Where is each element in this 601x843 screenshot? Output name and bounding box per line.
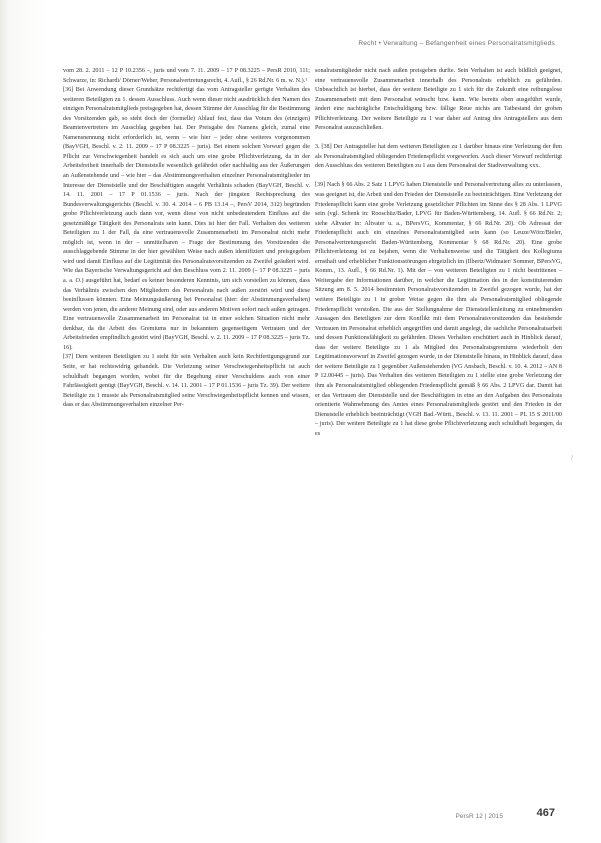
- paragraph-38: 3. [38] Der Antragsteller hat dem weiteren Beteiligten zu 1 darüber hinaus eine Verletzung der ihm als Personalratsmitglied obliegenden Friedenspflicht vorgeworfen. Auch dieser Vorwurf rechtfertigt den Ausschluss des weiteren Beteiligten zu 1 aus dem Personalrat der Stadtverwaltung xxx.: [315, 144, 562, 170]
- section-gap: [315, 172, 562, 182]
- paragraph-continuation: sonalratsmitglieder nicht nach außen preisgeben durfte. Sein Verhalten ist auch bildlich geeignet, eine vertrauensvolle Zusammenarbeit innerhalb des Personalrats erheblich zu gefährden. Unbeachtlich ist hierbei, dass der weitere Beteiligte zu 1 sich für die Zukunft eine reibungslose Zusammenarbeit mit dem Personalrat wünscht bzw. kann. Wie bereits oben ausgeführt wurde, ändert eine nachträgliche Entschuldigung bzw. fällige Reue nichts am Tatbestand der groben Pflichtverletzung. Der weitere Beteiligte zu 1 war daher auf Antrag des Antragstellers aus dem Personalrat auszuschließen.: [315, 68, 562, 132]
- margin-mark: /: [571, 454, 573, 462]
- section-gap: [315, 134, 562, 144]
- paragraph-36: [36] Bei Anwendung dieser Grundsätze rechtfertigt das vom Antragsteller gerügte Verhalten des weiteren Beteiligten zu 1. dessen Ausschluss. Auch wenn dieser nicht ausdrücklich den Namen des einzigen Personalratsmitglieds preisgegeben hat, dessen Stimme der Ausschlag für die Bestimmung des Vorsitzenden gab, so steht doch der (formelle) Ablauf fest, dass das Votum des (einzigen) Beamtenvertreters im Ausschlag gegeben hat. Der Preisgabe des Namens gleich, zumal eine Namensnennung nicht erforderlich ist, wenn – wie hier – jeder ohne weiteres vorgenommen (BayVGH, Beschl. v. 2. 11. 2009 – 17 P 08.3225 – juris). Bei einem solchen Vorwurf gegen die Pflicht zur Verschwiegenheit handelt es sich auch um eine grobe Pflichtverletzung, da in der Arbeitsfreiheit innerhalb der Dienststelle wesentlich gefährdet oder nachhaltig aus der Äußerungen an Außenstehende und – wie hier – das Abstimmungsverhalten einzelner Personalratsmitglieder im Interesse der Dienststelle und der Beschäftigten ausgeht Verhältnis schaden (BayVGH, Beschl. v. 14. 11. 2001 – 17 P 01.1536 – juris. Nach der jüngsten Rechtsprechung des Bundesverwaltungsgerichts (Beschl. v. 30. 4. 2014 – 6 PB 13.14 –, PersV 2014, 312) begründen grobe Pflichtverletzung auch dann vor, wenn diese von nicht unbedeutendem Einfluss auf die gesetzmäßige Tätigkeit des Personalrats sein kann. Dies ist hier der Fall. Verhalten des weiteren Beteiligten zu 1 der Fall, da eine vertrauensvolle Zusammenarbeit im Personalrat nicht mehr möglich ist, wenn in der – unmittelbaren – Frage der Bestimmung des Vorsitzenden die ausschlaggebende Stimme in der hier gewählten Weise nach außen identifiziert und preisgegeben wird und damit Einfluss auf die Legitimität des Personalratsvorsitzenden zu Zweifel geäußert wird. Wie das Bayerische Verwaltungsgericht auf den Beschluss vom 2. 11. 2009 (– 17 P 08.3225 – juris a. a. O.) ausgeführt hat, bedarf es keiner besonderen Kenntnis, um sich vorstellen zu können, dass das Verhältnis zwischen den Mitgliedern des Personalrats nach außen zerstört wird und diese beeinflussen könnten. Eine Meinungsäußerung bei Personalrat (hier: der Abstimmungsverhalten) werden von jenen, die anderer Meinung sind, oder aus anderen Motiven sofort nach außen getragen. Eine vertrauensvolle Zusammenarbeit im Personalrat ist in einer solchen Situation nicht mehr denkbar, da die Arbeit des Gremiums nur in bekanntem gegenseitigem Vertrauen und der Arbeitsfrieden empfindlich gestört wird (BayVGH, Beschl. v. 2. 11. 2009 – 17 P 08.3225 – juris Tz. 16).: [63, 87, 310, 351]
- right-column: [315, 67, 562, 439]
- running-header: Recht • Verwaltung – Befangenheit eines Personalratsmitglieds: [358, 40, 555, 47]
- page-edge-shadow: [0, 0, 10, 843]
- journal-source: PersR 12 | 2015: [455, 813, 503, 820]
- page-number: 467: [536, 807, 555, 819]
- paragraph-39: [39] Nach § 66 Abs. 2 Satz 1 LPVG haben Dienststelle und Personalvertretung alles zu unterlassen, was geeignet ist, die Arbeit und den Frieden der Dienststelle zu beeinträchtigen. Eine Verletzung der Friedenspflicht kann eine grobe Verletzung gesetzlicher Pflichten im Sinne des § 28 Abs. 1 LPVG sein (vgl. Schenk in: Rooschüz/Bader, LPVG für Baden-Württemberg, 14. Aufl. § 66 Rd.Nr. 2; siehe Altvater in: Altvater u. a., BPersVG, Kommentar, § 66 Rd.Nr. 20). Ob Adressat der Friedenspflicht auch ein einzelnes Personalratsmitglied sein kann (so Leuze/Wörz/Bieler, Personalvertretungsrecht Baden-Württemberg, Kommentar § 68 Rd.Nr. 20). Eine grobe Pflichtverletzung ist zu bejahen, wenn die Verhaltensweise und die Tätigkeit des Kollegiums ernsthaft und erheblicher Funktionsstörungen ehrgeizlich im (Ilbertz/Widmaier/ Sommer, BPersVG, Komm., 13. Aufl., § 66 Rd.Nr. 1). Mit der – von weiteren Beteiligten zu 1 nicht bestrittenen – Weitergabe der Informationen darüber, in welcher die Legitimation des in der konstituierenden Sitzung am 8. 5. 2014 bestimmten Personalratsvorsitzenden in Zweifel gezogen wurde, hat der weitere Beteiligte zu 1 in grober Weise gegen die ihm als Personalratsmitglied obliegende Friedenspflicht verstoßen. Die aus der Stellungnahme der Dienststellenleitung zu entnehmenden Aussagen des Beteiligten zur dem Konflikt mit dem Personalratsvorsitzenden das bestehende Vertrauen im Personalrat erheblich angegriffen und damit angelegt, die sachliche Personalratsarbeit und dessen Funktionsfähigkeit zu gefährden. Dieses Verhalten erschüttert auch in Hinblick darauf, dass der weitere Beteiligte zu 1 als Mitglied des Personalratsgremiums wiederholt den Legitimationsvorwurf in Zweifel gezogen wurde, in der Dienststelle hinaus, in Hinblick darauf, dass der weitere Beteiligte zu 1 gegenüber Außenstehenden (VG Ansbach, Beschl. v. 10. 4. 2012 – AN 8 P 12.00445 – juris). Das Verhalten des weiteren Beteiligten zu 1 stellte eine grobe Verletzung der ihm als Personalratsmitglied obliegenden Friedenspflicht gemäß § 66 Abs. 2 LPVG dar. Damit hat er das Vertrauen der Dienststelle und der Beschäftigten in eine an den Aufgaben des Personalrats orientierte Wahrnehmung des Amtes eines Personalratsmitglieds gestört und den Frieden in der Dienststelle erheblich beeinträchtigt (VGH Bad.-Württ., Beschl. v. 13. 11. 2001 – PL 15 S 2011/00 – juris). Der weitere Beteiligte zu 1 hat diese grobe Pflichtverletzung auch schuldhaft begangen, da es: [315, 182, 562, 437]
- paragraph-37: [37] Dem weiteren Beteiligten zu 1 steht für sein Verhalten auch kein Rechtfertigungsgrund zur Seite, er hat rechtswidrig gehandelt. Die Verletzung seiner Verschwiegenheitspflicht ist auch schuldhaft begangen worden, wobei für die Begehung einer Verschuldens auch von einer Fahrlässigkeit genügt (BayVGH, Beschl. v. 14. 11. 2001 – 17 P 01.1536 – juris Tz. 39). Der weitere Beteiligte zu 1 musste als Personalratsmitglied seine Verschwiegenheitspflicht kennen und wissen, dass er das Abstimmungsverhalten einzelner Per-: [63, 354, 310, 409]
- left-column: [63, 67, 310, 411]
- paragraph-citation-continuation: vom 28. 2. 2011 – 12 P 10.2356 –, juris und vom 7. 11. 2009 – 17 P 08.3225 – PersR 2010, 111; Schwarze, in: Richardi/ Dörner/Weber, Personalvertretungsrecht, 4. Aufl., § 26 Rd.Nr. 6 m. w. N.).¹: [63, 68, 310, 84]
